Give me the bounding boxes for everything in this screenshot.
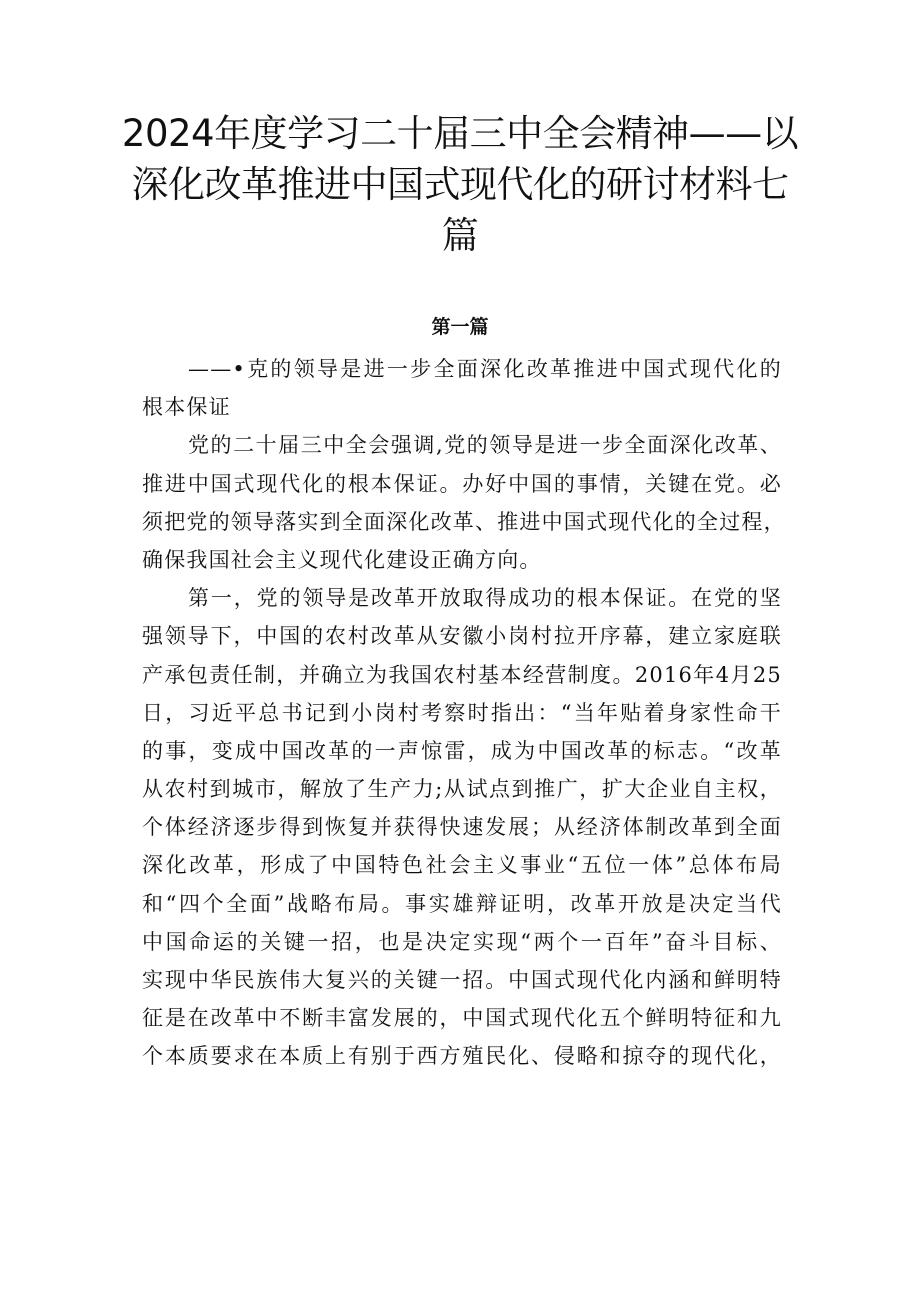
paragraph-line: 和“四个全面”战略布局。事实雄辩证明，改革开放是决定当代 [142, 891, 782, 916]
paragraph-line: 强领导下，中国的农村改革从安徽小岗村拉开序幕，建立家庭联 [142, 624, 782, 649]
title-line: 深化改革推进中国式现代化的研讨材料七 [131, 163, 789, 206]
paragraph-line: 产承包责任制，并确立为我国农村基本经营制度。2016年4月25 [142, 662, 782, 687]
paragraph-line: 党的二十届三中全会强调,党的领导是进一步全面深化改革、 [188, 433, 782, 458]
paragraph-line: 推进中国式现代化的根本保证。办好中国的事情，关键在党。必 [142, 471, 782, 496]
paragraph-line: 的事，变成中国改革的一声惊雷，成为中国改革的标志。“改革 [142, 738, 782, 763]
section-heading: 第一篇 [431, 316, 489, 338]
paragraph-line: 个体经济逐步得到恢复并获得快速发展；从经济体制改革到全面 [142, 815, 782, 840]
paragraph-line: 深化改革，形成了中国特色社会主义事业“五位一体”总体布局 [142, 853, 782, 878]
title-line: 2024年度学习二十届三中全会精神——以 [121, 112, 799, 155]
subtitle-line: 根本保证 [142, 395, 231, 420]
paragraph-line: 从农村到城市，解放了生产力;从试点到推广，扩大企业自主权， [142, 777, 782, 802]
paragraph-line: 征是在改革中不断丰富发展的，中国式现代化五个鲜明特征和九 [142, 1006, 782, 1031]
paragraph-line: 日，习近平总书记到小岗村考察时指出：“当年贴着身家性命干 [142, 700, 782, 725]
subtitle-line: ——•克的领导是进一步全面深化改革推进中国式现代化的 [188, 357, 782, 381]
title-line: 篇 [441, 214, 479, 257]
paragraph-line: 中国命运的关键一招，也是决定实现“两个一百年”奋斗目标、 [142, 929, 782, 954]
paragraph-line: 确保我国社会主义现代化建设正确方向。 [142, 547, 542, 572]
body-text [142, 350, 786, 1076]
paragraph-line: 个本质要求在本质上有别于西方殖民化、侵略和掠夺的现代化， [142, 1044, 782, 1069]
document-title [120, 108, 800, 261]
paragraph-line: 第一，党的领导是改革开放取得成功的根本保证。在党的坚 [188, 586, 782, 611]
paragraph-line: 须把党的领导落实到全面深化改革、推进中国式现代化的全过程， [142, 509, 786, 534]
paragraph-line: 实现中华民族伟大复兴的关键一招。中国式现代化内涵和鲜明特 [142, 968, 782, 992]
